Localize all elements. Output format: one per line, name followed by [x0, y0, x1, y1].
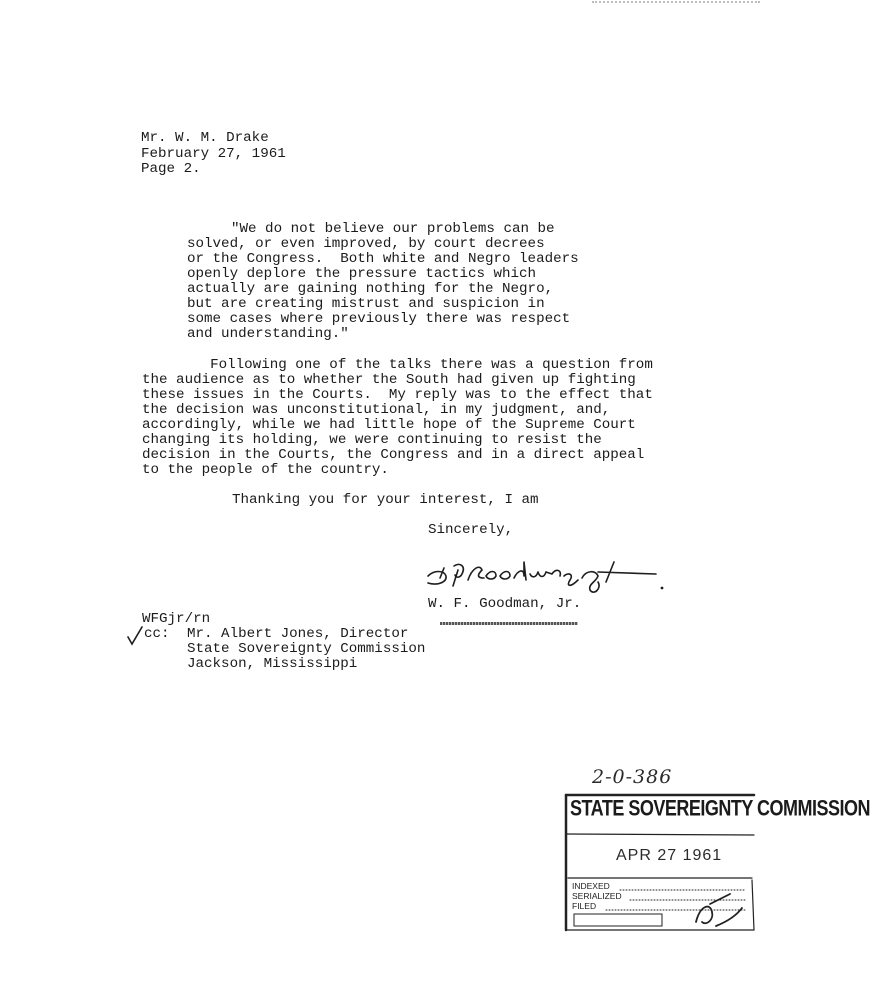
closing-thanks: Thanking you for your interest, I am	[232, 492, 539, 508]
quote-line: openly deplore the pressure tactics which	[187, 266, 537, 282]
page-number: Page 2.	[141, 161, 201, 177]
paragraph-line: changing its holding, we were continuing to resist the	[142, 432, 602, 448]
paragraph-line: accordingly, while we had little hope of the Supreme Court	[142, 417, 636, 433]
closing-sincerely: Sincerely,	[428, 522, 514, 538]
quote-line: but are creating mistrust and suspicion in	[187, 296, 545, 312]
quote-line: "We do not believe our problems can be	[231, 221, 555, 237]
quote-line: and understanding."	[187, 326, 349, 342]
quote-line: actually are gaining nothing for the Negro,	[187, 281, 554, 297]
paragraph-line: the decision was unconstitutional, in my judgment, and,	[142, 402, 611, 418]
stamp-label-indexed: INDEXED	[572, 881, 610, 891]
quote-line: or the Congress. Both white and Negro leaders	[187, 251, 579, 267]
recipient-name: Mr. W. M. Drake	[141, 130, 269, 146]
signer-name: W. F. Goodman, Jr.	[428, 596, 582, 612]
cc-label: cc:	[144, 626, 170, 642]
paragraph-line: the audience as to whether the South had given up fighting	[142, 372, 636, 388]
checkmark-icon	[127, 626, 143, 646]
stamp-label-filed: FILED	[572, 901, 597, 911]
handwritten-file-number: 2-0-386	[592, 766, 673, 788]
paragraph-line: to the people of the country.	[142, 462, 389, 478]
cc-line: Jackson, Mississippi	[187, 656, 358, 672]
signature-rule	[440, 622, 578, 625]
quote-line: solved, or even improved, by court decrees	[187, 236, 545, 252]
cc-line: State Sovereignty Commission	[187, 641, 426, 657]
stamp-label-serialized: SERIALIZED	[572, 891, 622, 901]
cc-line: Mr. Albert Jones, Director	[187, 626, 409, 642]
stamp-title: STATE SOVEREIGNTY COMMISSION	[570, 795, 870, 821]
scan-edge-dots	[592, 1, 760, 3]
paragraph-line: these issues in the Courts. My reply was to the effect that	[142, 387, 653, 403]
typist-initials: WFGjr/rn	[142, 611, 211, 627]
quote-line: some cases where previously there was respect	[187, 311, 571, 327]
letter-date: February 27, 1961	[141, 146, 286, 162]
paragraph-line: decision in the Courts, the Congress and in a direct appeal	[142, 447, 645, 463]
paragraph-line: Following one of the talks there was a question from	[142, 357, 653, 373]
stamp-date: APR 27 1961	[616, 847, 723, 864]
